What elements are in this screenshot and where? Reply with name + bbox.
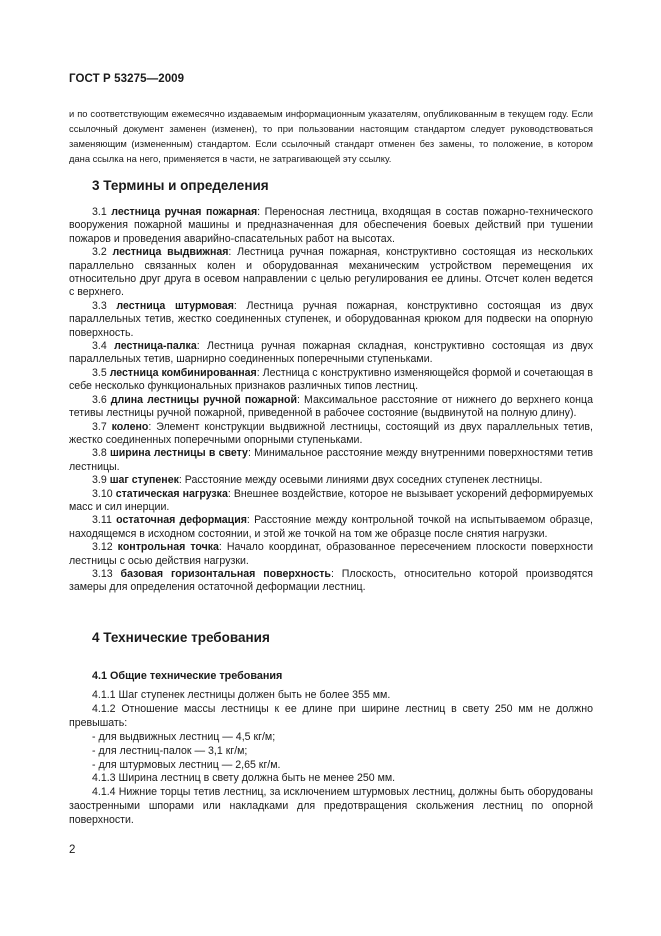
terms-list — [69, 206, 593, 595]
section-4-title: 4 Технические требования — [92, 630, 270, 645]
intro-paragraph: и по соответствующим ежемесячно издаваемым информационным указателям, опубликованным в текущем году. Если ссылочный документ заменен (изменен), то при пользовании настоящим стандартом следует руководствоваться заменяющим (измененным) стандартом. Если ссылочный стандарт отменен без замены, то положение, в котором дана ссылка на него, применяется в части, не затрагивающей эту ссылку. — [69, 108, 593, 164]
term-name: остаточная деформация — [116, 514, 247, 527]
term-3-13 — [69, 568, 593, 595]
term-definition: : Расстояние между осевыми линиями двух соседних ступенек лестницы. — [178, 474, 543, 487]
term-definition: : Максимальное расстояние от нижнего до верхнего конца тетивы лестницы ручной пожарной, приведенной в рабочее состояние (выдвинутой на полную длину). — [69, 393, 593, 420]
requirement-4-1-4: 4.1.4 Нижние торцы тетив лестниц, за исключением штурмовых лестниц, должны быть оборудованы заостренными шпорами или накладками для предотвращения скольжения лестниц по опорной поверхности. — [69, 786, 593, 827]
term-definition: : Расстояние между контрольной точкой на испытываемом образце, находящемся в исходном состоянии, и этой же точкой на том же образце после снятия нагрузки. — [69, 514, 593, 540]
term-number: 3.8 — [92, 447, 107, 460]
term-name: лестница выдвижная — [112, 246, 229, 259]
intro-block — [69, 106, 593, 166]
term-name: базовая горизонтальная поверхность — [120, 567, 331, 580]
requirements-list — [69, 689, 593, 828]
term-name: лестница штурмовая — [116, 299, 234, 312]
requirement-4-1-2: 4.1.2 Отношение массы лестницы к ее длине при ширине лестниц в свету 250 мм не должно превышать: — [69, 702, 593, 729]
term-3-7 — [69, 421, 593, 448]
requirement-list-item: - для выдвижных лестниц — 4,5 кг/м; — [92, 730, 276, 743]
term-number: 3.3 — [92, 299, 107, 312]
term-3-6 — [69, 394, 593, 421]
term-definition: : Элемент конструкции выдвижной лестницы, состоящий из двух параллельных тетив, жестко соединенных поперечными опорными ступеньками. — [69, 420, 593, 446]
document-header: ГОСТ Р 53275—2009 — [69, 73, 185, 85]
section-3-title: 3 Термины и определения — [92, 178, 269, 193]
term-3-5 — [69, 367, 593, 394]
term-name: контрольная точка — [117, 541, 219, 554]
term-number: 3.9 — [92, 474, 107, 487]
term-definition: : Минимальное расстояние между внутренними поверхностями тетив лестницы. — [69, 447, 593, 473]
requirement-4-1-3: 4.1.3 Ширина лестниц в свету должна быть не менее 250 мм. — [92, 772, 396, 785]
term-3-3 — [69, 300, 593, 340]
term-name: ширина лестницы в свету — [109, 447, 248, 460]
term-name: лестница-палка — [114, 340, 197, 353]
term-name: длина лестницы ручной пожарной — [110, 393, 298, 406]
requirement-list-item: - для штурмовых лестниц — 2,65 кг/м. — [92, 758, 281, 771]
term-number: 3.1 — [92, 206, 107, 218]
requirement-list-item: - для лестниц-палок — 3,1 кг/м; — [92, 744, 248, 757]
term-definition: : Лестница с конструктивно изменяющейся формой и сочетающая в себе несколько функциональных признаков различных типов лестниц. — [69, 366, 593, 393]
term-definition: : Внешнее воздействие, которое не вызывает ускорений деформируемых масс и сил инерции. — [69, 487, 593, 513]
requirement-4-1-1: 4.1.1 Шаг ступенек лестницы должен быть не более 355 мм. — [92, 689, 391, 701]
term-number: 3.10 — [92, 487, 113, 500]
term-name: колено — [111, 420, 149, 433]
term-3-10 — [69, 488, 593, 515]
term-definition: : Лестница ручная пожарная складная, конструктивно состоящая из двух параллельных тетив, шарнирно соединенных поперечными ступеньками. — [69, 340, 593, 366]
page-number: 2 — [69, 844, 76, 856]
term-name: шаг ступенек — [109, 474, 179, 487]
term-3-4 — [69, 340, 593, 367]
term-3-1 — [69, 206, 593, 246]
term-3-9 — [69, 474, 593, 487]
term-definition: : Лестница ручная пожарная, конструктивно состоящая из нескольких параллельно связанных колен и оборудованная механическим устройством перемещения их относительно друг друга в осевом направлении с целью регулирования ее длины. Отсчет колен ведется с верхнего. — [69, 246, 593, 299]
term-name: лестница ручная пожарная — [111, 206, 258, 218]
term-number: 3.12 — [92, 541, 113, 554]
term-name: статическая нагрузка — [115, 487, 228, 500]
term-number: 3.5 — [92, 366, 107, 379]
term-number: 3.13 — [92, 567, 113, 580]
term-definition: : Переносная лестница, входящая в состав пожарно-технического вооружения пожарной машины и предназначенная для обеспечения боевых действий при тушении пожаров и проведения аварийно-спасательных работ на высотах. — [69, 206, 593, 245]
term-name: лестница комбинированная — [109, 366, 257, 379]
term-number: 3.7 — [92, 420, 107, 433]
term-3-2 — [69, 246, 593, 300]
term-3-11 — [69, 514, 593, 541]
term-number: 3.4 — [92, 340, 107, 353]
term-definition: : Лестница ручная пожарная, конструктивно состоящая из двух параллельных тетив, жестко соединенных ступенек, и оборудованная крюком для подвески на опорную поверхность. — [69, 299, 593, 339]
term-number: 3.11 — [92, 514, 112, 527]
term-definition: : Начало координат, образованное пересечением плоскости поверхности лестницы с осью действия нагрузки. — [69, 541, 593, 567]
term-number: 3.2 — [92, 246, 107, 259]
subsection-4-1-title: 4.1 Общие технические требования — [92, 670, 283, 682]
term-3-8 — [69, 447, 593, 474]
term-definition: : Плоскость, относительно которой производятся замеры для определения остаточной деформации лестниц. — [69, 567, 593, 594]
term-number: 3.6 — [92, 393, 107, 406]
term-3-12 — [69, 541, 593, 568]
